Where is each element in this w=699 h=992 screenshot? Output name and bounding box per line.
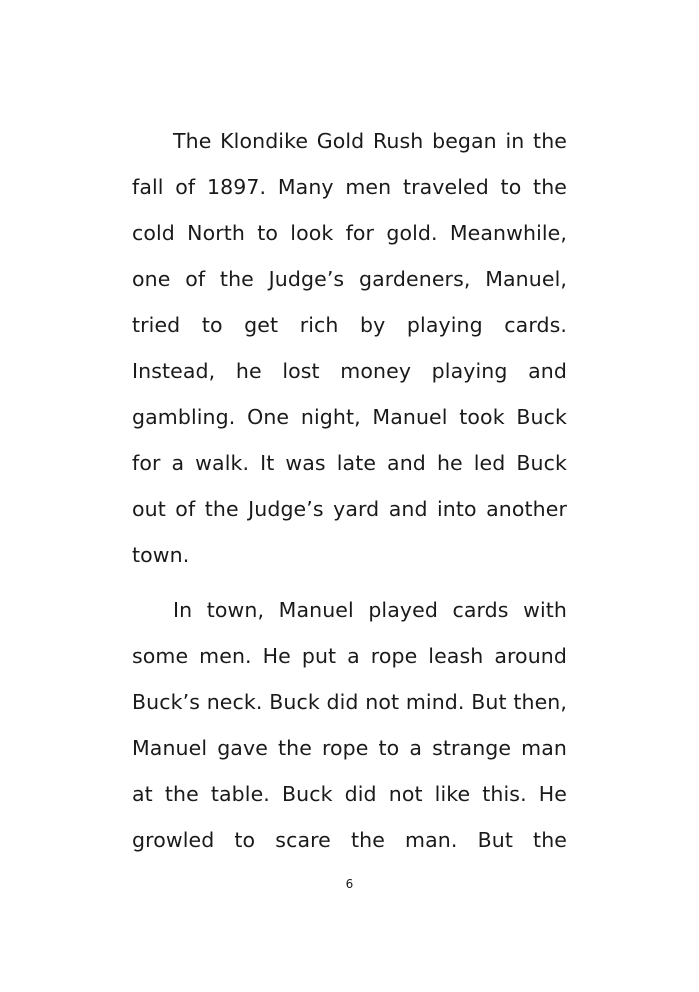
body-text <box>132 118 567 863</box>
paragraph-klondike-gold-rush: The Klondike Gold Rush began in the fall of 1897. Many men traveled to the cold North to look for gold. Meanwhile, one of the Judge’s gardeners, Manuel, tried to get rich by playing cards. Instead, he lost money playing and gambling. One night, Manuel took Buck for a walk. It was late and he led Buck out of the Judge’s yard and into another town. <box>132 129 567 567</box>
paragraph-manuel-in-town: In town, Manuel played cards with some men. He put a rope leash around Buck’s neck. Buck did not mind. But then, Manuel gave the rope to a strange man at the table. Buck did not like this. He growled to scare the man. But the <box>132 598 567 852</box>
page-number: 6 <box>345 877 354 891</box>
